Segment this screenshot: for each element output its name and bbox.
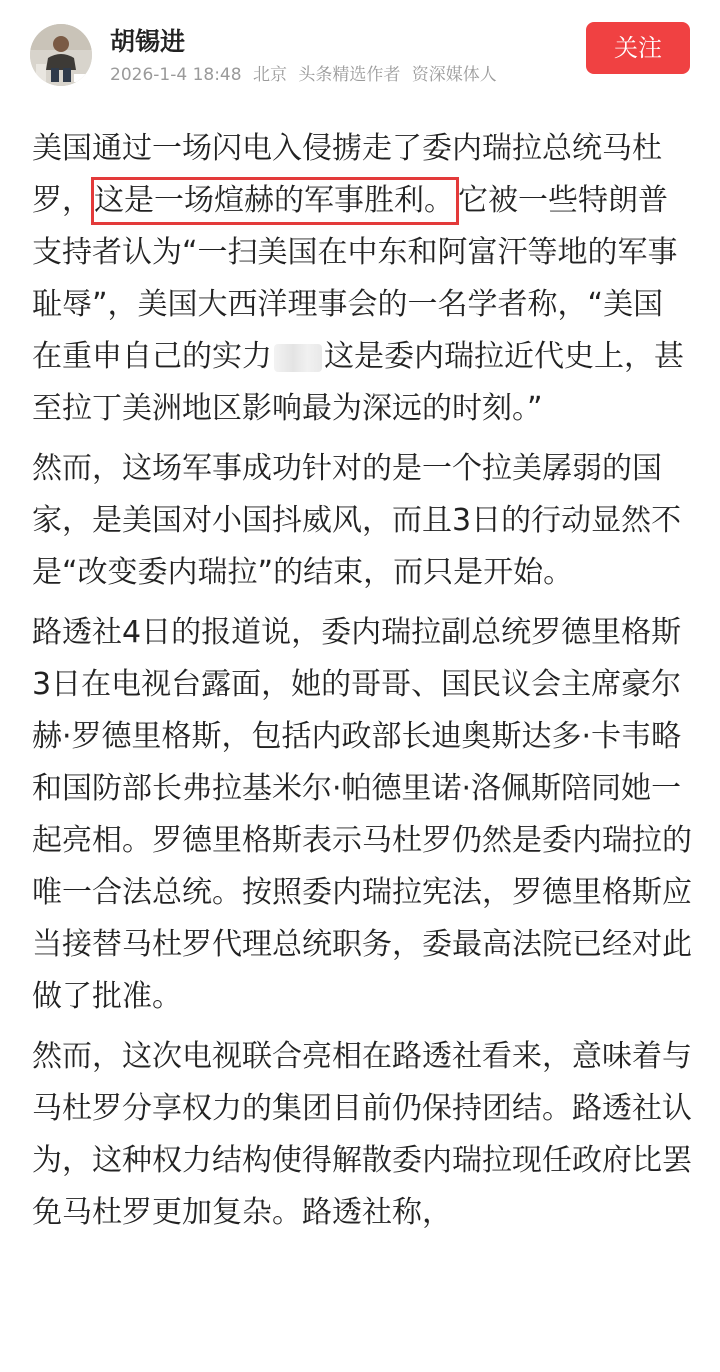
paragraph-1-text-b: 它被一些特朗普支持者认为“一扫美国在中东和阿富汗等地的军事耻辱”，美国大西洋理事会的一名学者称，“美国在重申自己的实力 — [32, 183, 678, 374]
article-body — [32, 123, 692, 1239]
author-name[interactable]: 胡锡进 — [110, 27, 186, 56]
follow-button[interactable]: 关注 — [586, 22, 690, 74]
author-tag-featured: 头条精选作者 — [298, 65, 401, 85]
post-location: 北京 — [252, 65, 287, 85]
paragraph-1-text-c: 这是委内瑞拉近代史上，甚至拉丁美洲地区影响最为深远的时刻。” — [32, 339, 684, 426]
author-tag-media: 资深媒体人 — [411, 65, 497, 85]
post-date: 2026-1-4 18:48 — [110, 65, 242, 85]
author-header — [0, 0, 720, 100]
redacted-blur — [274, 344, 322, 372]
paragraph-1 — [32, 123, 692, 435]
paragraph-3: 路透社4日的报道说，委内瑞拉副总统罗德里格斯3日在电视台露面，她的哥哥、国民议会主席豪尔赫·罗德里格斯，包括内政部长迪奥斯达多·卡韦略和国防部长弗拉基米尔·帕德里诺·洛佩斯陪同她一起亮相。罗德里格斯表示马杜罗仍然是委内瑞拉的唯一合法总统。按照委内瑞拉宪法，罗德里格斯应当接替马杜罗代理总统职务，委最高法院已经对此做了批准。 — [32, 615, 692, 1014]
highlighted-sentence: 这是一场煊赫的军事胜利。 — [92, 178, 458, 224]
paragraph-1-text-a: 美国通过一场闪电入侵掳走了委内瑞拉总统马杜罗， — [32, 131, 662, 218]
avatar-image — [30, 24, 92, 86]
post-meta — [110, 62, 503, 88]
paragraph-2: 然而，这场军事成功针对的是一个拉美孱弱的国家，是美国对小国抖威风，而且3日的行动显然不是“改变委内瑞拉”的结束，而只是开始。 — [32, 451, 682, 590]
paragraph-4: 然而，这次电视联合亮相在路透社看来，意味着与马杜罗分享权力的集团目前仍保持团结。路透社认为，这种权力结构使得解散委内瑞拉现任政府比罢免马杜罗更加复杂。路透社称， — [32, 1039, 692, 1230]
author-avatar[interactable] — [30, 24, 92, 86]
